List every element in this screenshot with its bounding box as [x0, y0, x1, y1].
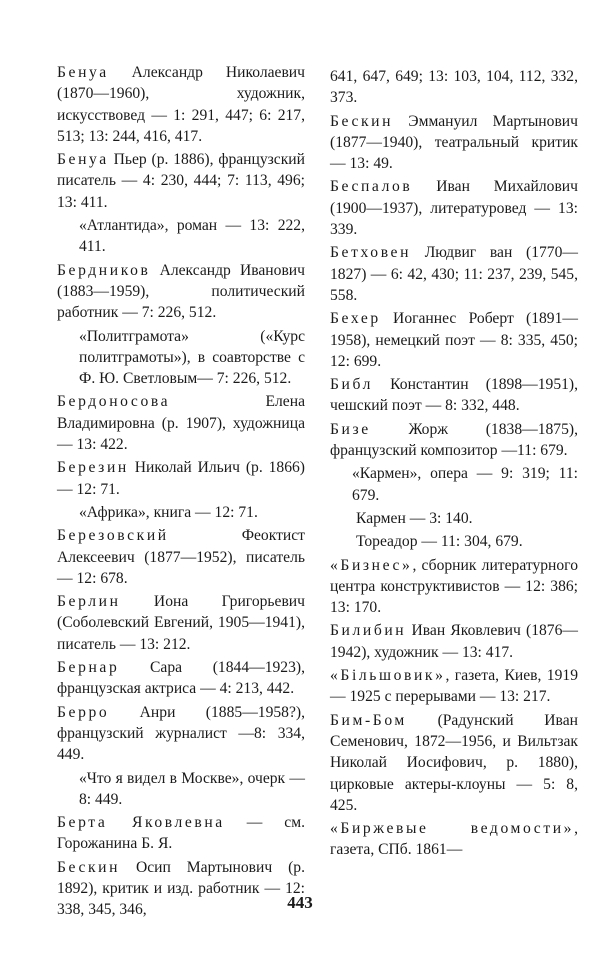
index-subentry-aria: Тореадор — 11: 304, 679. — [356, 533, 523, 551]
entry-name: Бенуа — [57, 64, 109, 81]
entry-text: Осип Мартынович (р. 1892), критик и изд. работник — 12: 338, 345, 346, — [57, 858, 305, 919]
index-entry — [330, 242, 578, 306]
entry-name: Берро — [57, 703, 110, 721]
index-entry — [330, 374, 578, 417]
index-entry — [330, 818, 578, 861]
index-entry — [57, 391, 305, 455]
entry-name: Бердников — [57, 261, 151, 279]
index-entry — [57, 657, 305, 700]
index-subentry: «Что я видел в Москве», очерк — 8: 449. — [79, 769, 305, 808]
index-entry-continued: 641, 647, 649; 13: 103, 104, 112, 332, 373. — [330, 68, 578, 107]
entry-text: Жорж (1838—1875), французский композитор —11: 679. — [330, 420, 578, 460]
entry-name: Бетховен — [330, 244, 412, 262]
index-entry — [57, 591, 305, 655]
entry-text: , газета, СПб. 1861— — [330, 820, 578, 859]
entry-title: «Більшовик» — [330, 667, 446, 685]
entry-text: Иоганнес Роберт (1891—1958), немецкий поэт — 8: 335, 450; 12: 699. — [330, 310, 578, 370]
index-entry — [57, 812, 305, 855]
entry-name: Бескин — [57, 858, 121, 876]
entry-text: Александр Иванович (1883—1959), политический работник — 7: 226, 512. — [57, 261, 305, 322]
index-entry — [330, 111, 578, 175]
entry-text: (Радунский Иван Семенович, 1872—1956, и Вильтзак Николай Иосифович, р. 1880), цирковые актеры-клоуны — 5: 8, 425. — [330, 711, 578, 814]
entry-text: Анри (1885—1958?), французский журналист —8: 334, 449. — [57, 703, 305, 764]
entry-name: Беспалов — [330, 178, 413, 196]
entry-text: , сборник литературного центра конструктивистов — 12: 386; 13: 170. — [330, 556, 578, 617]
entry-name: Бескин — [330, 112, 394, 130]
index-subentry-aria: Кармен — 3: 140. — [356, 509, 473, 527]
entry-name: Берлин — [57, 593, 121, 611]
page-number: 443 — [287, 893, 313, 912]
entry-name: Бенуа — [57, 151, 109, 169]
entry-name: Бизе — [330, 420, 371, 438]
right-column — [330, 66, 578, 863]
entry-name: Берта Яковлевна — [57, 814, 225, 832]
entry-text: Сара (1844—1923), французская актриса — 4: 213, 442. — [57, 659, 305, 698]
index-entry — [57, 260, 305, 324]
entry-name: Бехер — [330, 310, 381, 328]
entry-text: Иван Яковлевич (1876—1942), художник — 13: 417. — [330, 622, 578, 661]
index-subentry: «Атлантида», роман — 13: 222, 411. — [79, 217, 305, 256]
entry-text: Иона Григорьевич (Соболевский Евгений, 1905—1941), писатель — 13: 212. — [57, 593, 305, 653]
entry-text: Константин (1898—1951), чешский поэт — 8: 332, 448. — [330, 376, 578, 415]
index-entry — [57, 149, 305, 213]
entry-title: «Биржевые ведомости» — [330, 820, 575, 838]
entry-text: Иван Михайлович (1900—1937), литературовед — 13: 339. — [330, 178, 578, 239]
index-subentry: «Кармен», опера — 9: 319; 11: 679. — [352, 465, 578, 504]
index-subentry: «Политграмота» («Курс политграмоты»), в соавторстве с Ф. Ю. Светловым— 7: 226, 512. — [79, 327, 305, 388]
index-entry — [330, 710, 578, 816]
entry-title: «Бизнес» — [330, 556, 413, 574]
entry-text: Николай Ильич (р. 1866) — 12: 71. — [57, 459, 305, 498]
index-entry — [57, 457, 305, 500]
index-entry — [57, 702, 305, 766]
entry-name: Березин — [57, 459, 129, 477]
index-entry — [57, 525, 305, 589]
index-entry — [57, 62, 305, 147]
entry-name: Березовский — [57, 527, 169, 545]
index-entry — [330, 308, 578, 372]
left-column — [57, 62, 305, 923]
entry-name: Билибин — [330, 622, 407, 640]
entry-name: Библ — [330, 376, 374, 394]
entry-text: Эммануил Мартынович (1877—1940), театральный критик — 13: 49. — [330, 112, 578, 173]
entry-text: Людвиг ван (1770—1827) — 6: 42, 430; 11: 237, 239, 545, 558. — [330, 244, 578, 304]
index-entry — [330, 176, 578, 240]
index-entry — [330, 419, 578, 462]
entry-text: Елена Владимировна (р. 1907), художница — 13: 422. — [57, 393, 305, 454]
index-entry — [330, 620, 578, 663]
index-entry — [330, 665, 578, 708]
index-entry — [330, 555, 578, 619]
entry-name: Бим-Бом — [330, 711, 407, 729]
entry-text: Пьер (р. 1886), французский писатель — 4: 230, 444; 7: 113, 496; 13: 411. — [57, 151, 305, 211]
entry-text: , газета, Киев, 1919 — 1925 с перерывами — 13: 217. — [330, 667, 578, 706]
entry-text: Феоктист Алексеевич (1877—1952), писатель — 12: 678. — [57, 527, 305, 587]
entry-name: Бердоносова — [57, 393, 171, 411]
entry-text: Александр Николаевич (1870—1960), художник, искусствовед — 1: 291, 447; 6: 217, 513; 13: 244, 416, 417. — [57, 64, 305, 145]
entry-name: Бернар — [57, 659, 120, 677]
index-subentry: «Африка», книга — 12: 71. — [79, 503, 258, 521]
entry-text: — см. Горожанина Б. Я. — [57, 814, 305, 853]
